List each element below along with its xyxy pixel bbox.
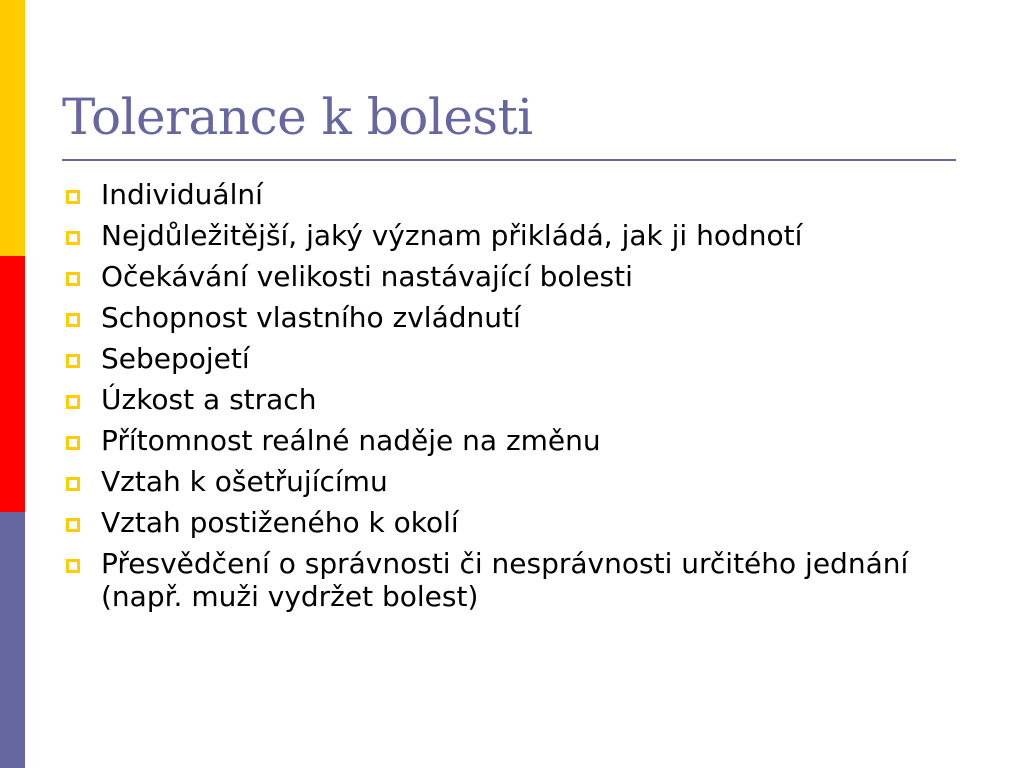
list-item-text: Vztah k ošetřujícímu xyxy=(101,465,388,498)
hollow-square-bullet-icon xyxy=(66,559,80,573)
hollow-square-bullet-icon xyxy=(66,518,80,532)
list-item-text: Nejdůležitější, jaký význam přikládá, jak ji hodnotí xyxy=(101,219,803,252)
list-item-text: Přesvědčení o správnosti či nesprávnosti určitého jednání (např. muži vydržet bolest) xyxy=(101,547,909,613)
hollow-square-bullet-icon xyxy=(66,190,80,204)
list-item-text: Individuální xyxy=(101,178,263,211)
hollow-square-bullet-icon xyxy=(66,436,80,450)
accent-bar-red xyxy=(0,256,25,512)
list-item-text: Sebepojetí xyxy=(101,342,250,375)
hollow-square-bullet-icon xyxy=(66,231,80,245)
hollow-square-bullet-icon xyxy=(66,477,80,491)
hollow-square-bullet-icon xyxy=(66,313,80,327)
hollow-square-bullet-icon xyxy=(66,354,80,368)
title-underline xyxy=(62,159,956,161)
accent-bar-yellow xyxy=(0,0,25,256)
slide-title: Tolerance k bolesti xyxy=(62,88,533,146)
list-item-text: Přítomnost reálné naděje na změnu xyxy=(101,424,601,457)
list-item xyxy=(64,178,964,211)
list-item xyxy=(64,260,964,293)
list-item xyxy=(64,424,964,457)
list-item-text: Očekávání velikosti nastávající bolesti xyxy=(101,260,633,293)
list-item xyxy=(64,465,964,498)
list-item-text: Úzkost a strach xyxy=(101,383,317,416)
side-accent-bar xyxy=(0,0,25,768)
accent-bar-purple xyxy=(0,512,25,768)
list-item xyxy=(64,219,964,252)
list-item-text: Vztah postiženého k okolí xyxy=(101,506,459,539)
list-item xyxy=(64,342,964,375)
list-item xyxy=(64,506,964,539)
list-item-text: Schopnost vlastního zvládnutí xyxy=(101,301,521,334)
hollow-square-bullet-icon xyxy=(66,272,80,286)
list-item xyxy=(64,383,964,416)
list-item xyxy=(64,301,964,334)
bullet-list xyxy=(64,178,964,621)
hollow-square-bullet-icon xyxy=(66,395,80,409)
list-item xyxy=(64,547,964,613)
